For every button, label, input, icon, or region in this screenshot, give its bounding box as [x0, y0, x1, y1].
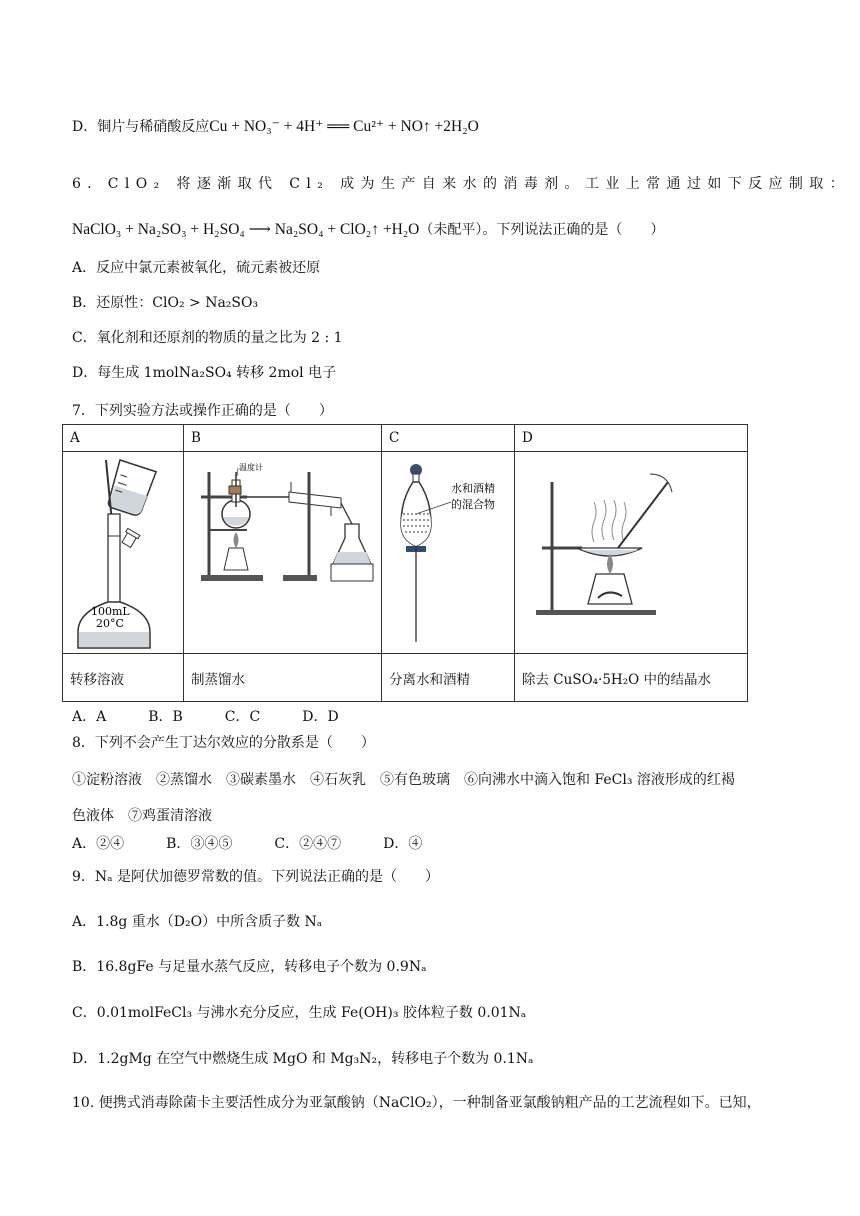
- funnel-label-line2: 的混合物: [451, 498, 495, 511]
- q6-reaction-line: [72, 219, 664, 239]
- q7-apparatus-table: [62, 424, 748, 702]
- q6-option-b: B．还原性：ClO₂ > Na₂SO₃: [72, 295, 259, 311]
- q7-caption-a: 转移溶液: [63, 654, 184, 702]
- q9-option-a: A．1.8g 重水（D₂O）中所含质子数 Nₐ: [72, 914, 323, 930]
- separatory-funnel-figure: [389, 452, 514, 653]
- q8-options: A．②④ B．③④⑤ C．②④⑦ D．④: [72, 836, 423, 852]
- q7-header-a: A: [63, 425, 184, 452]
- q10-stem: 10. 便携式消毒除菌卡主要活性成分为亚氯酸钠（NaClO₂），一种制备亚氯酸钠粗产品的工艺流程如下。已知，: [72, 1095, 761, 1111]
- flask-volume-label: 100mL: [91, 605, 130, 618]
- q9-stem: 9．Nₐ 是阿伏加德罗常数的值。下列说法正确的是（ ）: [72, 869, 440, 885]
- q6-option-c: C．氧化剂和还原剂的物质的量之比为 2 : 1: [72, 330, 343, 346]
- q6-stem: 6．ClO₂ 将逐渐取代 Cl₂ 成为生产自来水的消毒剂。工业上常通过如下反应制取：: [72, 176, 851, 192]
- distillation-figure: [191, 452, 381, 653]
- q7-figure-a: [63, 452, 184, 654]
- thermometer-label: 温度计: [239, 463, 263, 472]
- q7-figure-b: [184, 452, 382, 654]
- q9-option-b: B．16.8gFe 与足量水蒸气反应，转移电子个数为 0.9Nₐ: [72, 959, 427, 975]
- volumetric-flask-figure: [70, 452, 183, 653]
- q5-option-d: [72, 116, 479, 136]
- q6-option-d: D．每生成 1molNa₂SO₄ 转移 2mol 电子: [72, 365, 337, 381]
- q9-option-d: D．1.2gMg 在空气中燃烧生成 MgO 和 Mg₃N₂，转移电子个数为 0.1Nₐ: [72, 1051, 534, 1067]
- q7-caption-d: 除去 CuSO₄·5H₂O 中的结晶水: [515, 654, 748, 702]
- q6-option-a: A．反应中氯元素被氧化，硫元素被还原: [72, 260, 321, 276]
- q7-figure-c: [382, 452, 515, 654]
- evaporating-dish-figure: [522, 452, 747, 653]
- q7-stem: 7．下列实验方法或操作正确的是（ ）: [72, 403, 333, 419]
- q7-caption-c: 分离水和酒精: [382, 654, 515, 702]
- q8-items-line1: ①淀粉溶液 ②蒸馏水 ③碳素墨水 ④石灰乳 ⑤有色玻璃 ⑥向沸水中滴入饱和 FeCl₃ 溶液形成的红褐: [72, 772, 735, 788]
- q7-header-c: C: [382, 425, 515, 452]
- q7-header-d: D: [515, 425, 748, 452]
- q7-caption-b: 制蒸馏水: [184, 654, 382, 702]
- q6-reaction-note: （未配平）。下列说法正确的是（ ）: [419, 222, 665, 238]
- q6-reaction: NaClO₃ + Na₂SO₃ + H₂SO₄ ⟶ Na₂SO₄ + ClO₂↑ +H₂O: [72, 221, 420, 238]
- q7-figure-d: [515, 452, 748, 654]
- q9-option-c: C．0.01molFeCl₃ 与沸水充分反应，生成 Fe(OH)₃ 胶体粒子数 0.01Nₐ: [72, 1005, 527, 1021]
- q7-options: A．A B．B C．C D．D: [72, 709, 339, 725]
- q5-option-d-formula: Cu + NO₃⁻ + 4H⁺ ══ Cu²⁺ + NO↑ +2H₂O: [209, 118, 479, 135]
- q8-stem: 8．下列不会产生丁达尔效应的分散系是（ ）: [72, 735, 375, 751]
- funnel-label-line1: 水和酒精: [451, 482, 495, 495]
- q5-option-d-text: D．铜片与稀硝酸反应: [72, 119, 210, 135]
- q8-items-line2: 色液体 ⑦鸡蛋清溶液: [72, 808, 212, 824]
- q7-header-b: B: [184, 425, 382, 452]
- flask-temp-label: 20°C: [96, 617, 124, 630]
